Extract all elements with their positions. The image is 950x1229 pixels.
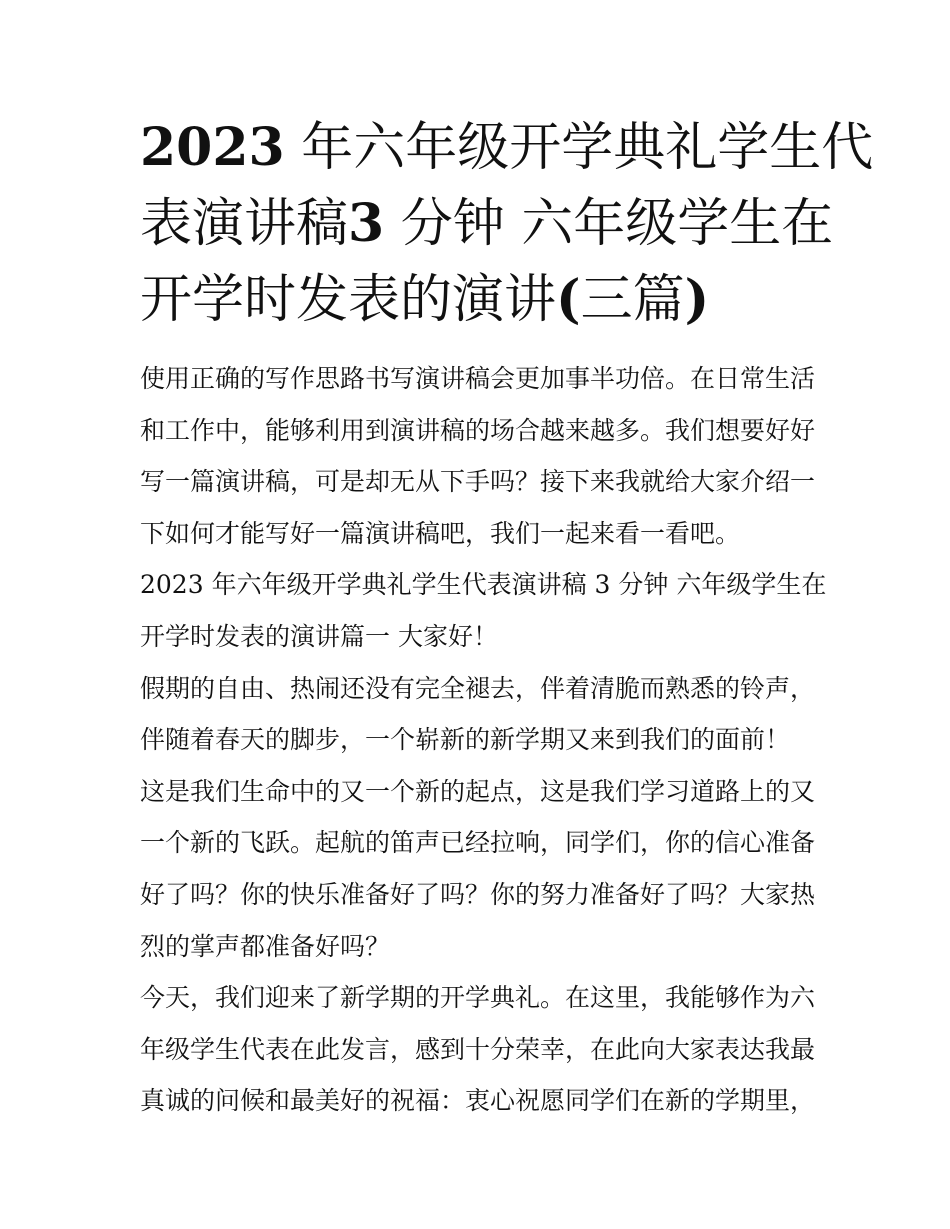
title-line-1-text: 年六年级开学典礼学生代 (301, 118, 874, 178)
body-line: 年级学生代表在此发言，感到十分荣幸，在此向大家表达我最 (140, 1034, 816, 1064)
body-line: 开学时发表的演讲篇一 大家好！ (140, 621, 498, 651)
document-title (140, 110, 874, 338)
title-number-3: 3 (348, 193, 385, 254)
body-line: 使用正确的写作思路书写演讲稿会更加事半功倍。在日常生活 (140, 364, 816, 393)
body-line: 和工作中，能够利用到演讲稿的场合越来越多。我们想要好好 (140, 415, 816, 445)
body-line: 真诚的问候和最美好的祝福：衷心祝愿同学们在新的学期里， (140, 1086, 816, 1116)
body-line: 烈的掌声都准备好吗？ (140, 931, 391, 961)
body-line: 下如何才能写好一篇演讲稿吧，我们一起来看一看吧。 (140, 518, 741, 548)
body-line: 这是我们生命中的又一个新的起点，这是我们学习道路上的又 (140, 776, 816, 806)
body-line: 写一篇演讲稿，可是却无从下手吗？接下来我就给大家介绍一 (140, 467, 816, 497)
title-line-2-text-a: 表演讲稿 (140, 194, 349, 254)
title-close-paren: ) (684, 269, 710, 330)
title-line-1 (140, 110, 874, 186)
title-year: 2023 (140, 117, 285, 178)
body-line: 今天，我们迎来了新学期的开学典礼。在这里，我能够作为六 (140, 983, 816, 1013)
body-line: 伴随着春天的脚步，一个崭新的新学期又来到我们的面前！ (140, 725, 791, 755)
title-line-2 (140, 186, 834, 262)
title-open-paren: ( (556, 269, 581, 330)
title-line-2-text-b: 分钟 六年级学生在 (400, 194, 834, 254)
document-body (140, 353, 827, 1127)
body-line: 好了吗？你的快乐准备好了吗？你的努力准备好了吗？大家热 (140, 879, 816, 909)
body-line: 假期的自由、热闹还没有完全褪去，伴着清脆而熟悉的铃声， (140, 673, 816, 703)
title-line-3-text-a: 开学时发表的演讲 (140, 270, 557, 330)
body-line: 2023 年六年级开学典礼学生代表演讲稿 3 分钟 六年级学生在 (140, 570, 827, 600)
title-line-3 (140, 262, 820, 338)
title-line-3-text-b: 三篇 (580, 270, 685, 330)
body-line: 一个新的飞跃。起航的笛声已经拉响，同学们，你的信心准备 (140, 828, 816, 858)
